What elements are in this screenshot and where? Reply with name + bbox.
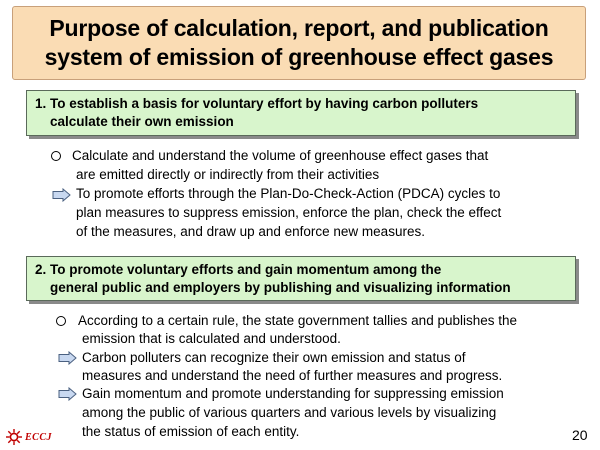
circle-bullet-icon xyxy=(56,316,66,326)
slide-title-box xyxy=(12,6,586,80)
section-1-arrow-line-1: To promote efforts through the Plan-Do-Check-Action (PDCA) cycles to xyxy=(76,186,501,201)
section-1-heading-line-1: 1. To establish a basis for voluntary effort by having carbon polluters xyxy=(35,96,479,111)
section-2-heading-line-1: 2. To promote voluntary efforts and gain momentum among the xyxy=(35,262,442,277)
section-2-arrow-2-line-1: Gain momentum and promote understanding for suppressing emission xyxy=(82,386,504,401)
section-2-heading-line-2: general public and employers by publishing and visualizing information xyxy=(50,280,511,295)
arrow-bullet-icon xyxy=(52,188,72,202)
eccj-logo-text: ECCJ xyxy=(25,432,53,443)
slide-title-line-1: Purpose of calculation, report, and publication xyxy=(49,15,549,41)
section-2-arrow-2-line-2: among the public of various quarters and various levels by visualizing xyxy=(82,405,497,420)
section-2-arrow-2-line-3: the status of emission of each entity. xyxy=(82,424,300,439)
section-2-arrow-1-line-2: measures and understand the need of further measures and progress. xyxy=(82,368,503,383)
page-number: 20 xyxy=(572,427,588,443)
section-2-heading-box xyxy=(26,256,576,301)
section-2-bullet-line-1: According to a certain rule, the state government tallies and publishes the xyxy=(78,313,518,328)
section-1-heading-line-2: calculate their own emission xyxy=(50,114,234,129)
slide-title-line-2: system of emission of greenhouse effect gases xyxy=(44,44,554,70)
section-1-bullet-line-2: are emitted directly or indirectly from their activities xyxy=(76,167,380,182)
circle-bullet-icon xyxy=(51,151,61,161)
section-1-heading-box xyxy=(26,90,576,136)
section-1-arrow-line-3: of the measures, and draw up and enforce new measures. xyxy=(76,224,425,239)
section-2-arrow-1-line-1: Carbon polluters can recognize their own emission and status of xyxy=(82,350,466,365)
section-2-bullet-line-2: emission that is calculated and understood. xyxy=(82,331,341,346)
section-1-bullet-line-1: Calculate and understand the volume of greenhouse effect gases that xyxy=(72,148,489,163)
section-1-arrow-line-2: plan measures to suppress emission, enforce the plan, check the effect xyxy=(76,205,502,220)
arrow-bullet-icon xyxy=(58,387,78,401)
eccj-logo-icon xyxy=(5,428,23,446)
arrow-bullet-icon xyxy=(58,351,78,365)
